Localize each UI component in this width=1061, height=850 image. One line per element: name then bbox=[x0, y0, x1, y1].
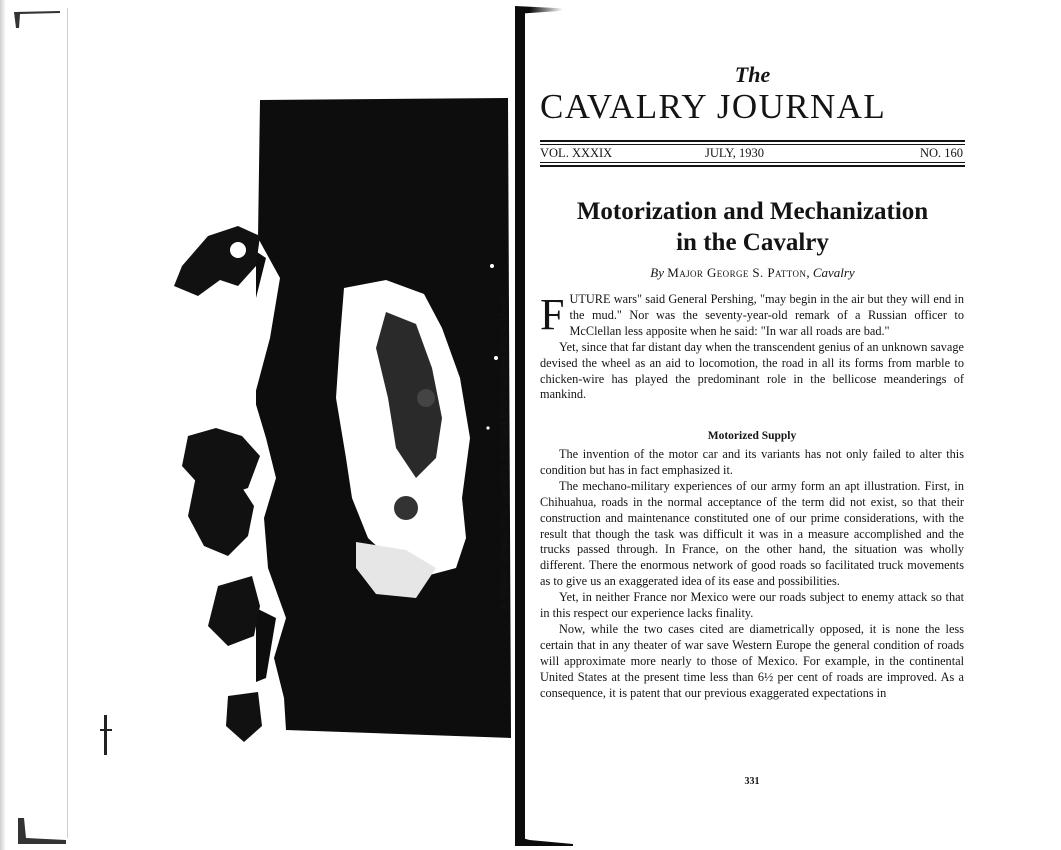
issue-number: NO. 160 bbox=[919, 146, 963, 160]
journal-masthead bbox=[540, 62, 965, 126]
corner-mark bbox=[14, 10, 64, 28]
drop-cap: F bbox=[540, 290, 565, 339]
masthead-rule-top-thin bbox=[540, 144, 965, 145]
article-body bbox=[540, 447, 964, 702]
masthead-rule-bottom-thin bbox=[540, 162, 965, 163]
masthead-rule-bottom bbox=[540, 165, 965, 167]
article-byline bbox=[540, 265, 965, 281]
masthead-the: The bbox=[734, 62, 771, 87]
paragraph-4: The mechano-military experiences of our army form an apt illustration. First, in Chihuahua, roads in the normal acceptance of the term did not exist, so that their construction and maintenance constituted one of our prime considerations, with the result that though the task was difficult it was in a measure accomplished and the trucks passed through. In France, on the other hand, the situation was wholly different. There the enormous network of good roads so facilitated truck movements as to give us an exaggerated idea of its ease and possibilities. bbox=[540, 478, 964, 589]
byline-by: By bbox=[650, 265, 668, 280]
masthead-rule-top bbox=[540, 140, 965, 142]
byline-branch: , Cavalry bbox=[806, 265, 855, 280]
paragraph-6: Now, while the two cases cited are diametrically opposed, it is none the less certain that in any theater of war save Western Europe the general condition of roads will approximate more nearly to those of Mexico. For example, in the continental United States at the present time less than 6½ per cent of roads are improved. As a consequence, it is patent that our previous exaggerated expectations in bbox=[540, 621, 964, 700]
section-subhead: Motorized Supply bbox=[707, 430, 797, 442]
issue-date: JULY, 1930 bbox=[705, 146, 764, 160]
paragraph-3: The invention of the motor car and its variants has not only failed to alter this condition but has in fact emphasized it. bbox=[540, 447, 964, 477]
rider-silhouettes bbox=[168, 226, 264, 746]
photo-caption bbox=[498, 592, 510, 610]
left-page-edge bbox=[0, 0, 6, 850]
byline-author: Major George S. Patton bbox=[667, 265, 807, 280]
bottom-corner-mark bbox=[18, 818, 68, 844]
paragraph-5: Yet, in neither France nor Mexico were our roads subject to enemy attack so that in this respect our experience lacks finality. bbox=[540, 590, 964, 621]
gutter-binding bbox=[515, 12, 525, 842]
article-intro bbox=[540, 292, 964, 403]
small-figure-mark bbox=[98, 705, 118, 765]
masthead-title: CAVALRY JOURNAL bbox=[540, 87, 887, 126]
article-title-line-1: Motorization and Mechanization bbox=[576, 198, 929, 225]
water-jump-photo bbox=[256, 98, 514, 738]
article-title-line-2: in the Cavalry bbox=[676, 229, 829, 256]
article-title bbox=[540, 196, 965, 258]
paragraph-1 bbox=[540, 292, 964, 340]
issue-line bbox=[540, 146, 965, 162]
page-number: 331 bbox=[744, 776, 760, 787]
issue-volume: VOL. XXXIX bbox=[540, 146, 613, 160]
paragraph-1-text: UTURE wars" said General Pershing, "may begin in the air but they will end in the mud." Nor was the seventy-year-old remark of a Russian officer to McClellan less apposite when he said: "In war all roads are bad." bbox=[569, 292, 964, 338]
left-page-fold-line bbox=[66, 8, 70, 838]
paragraph-2: Yet, since that far distant day when the transcendent genius of an unknown savage devised the wheel as an aid to locomotion, the road in all its forms from marble to chicken-wire has played the predominant role in the bellicose meanderings of mankind. bbox=[540, 339, 964, 402]
